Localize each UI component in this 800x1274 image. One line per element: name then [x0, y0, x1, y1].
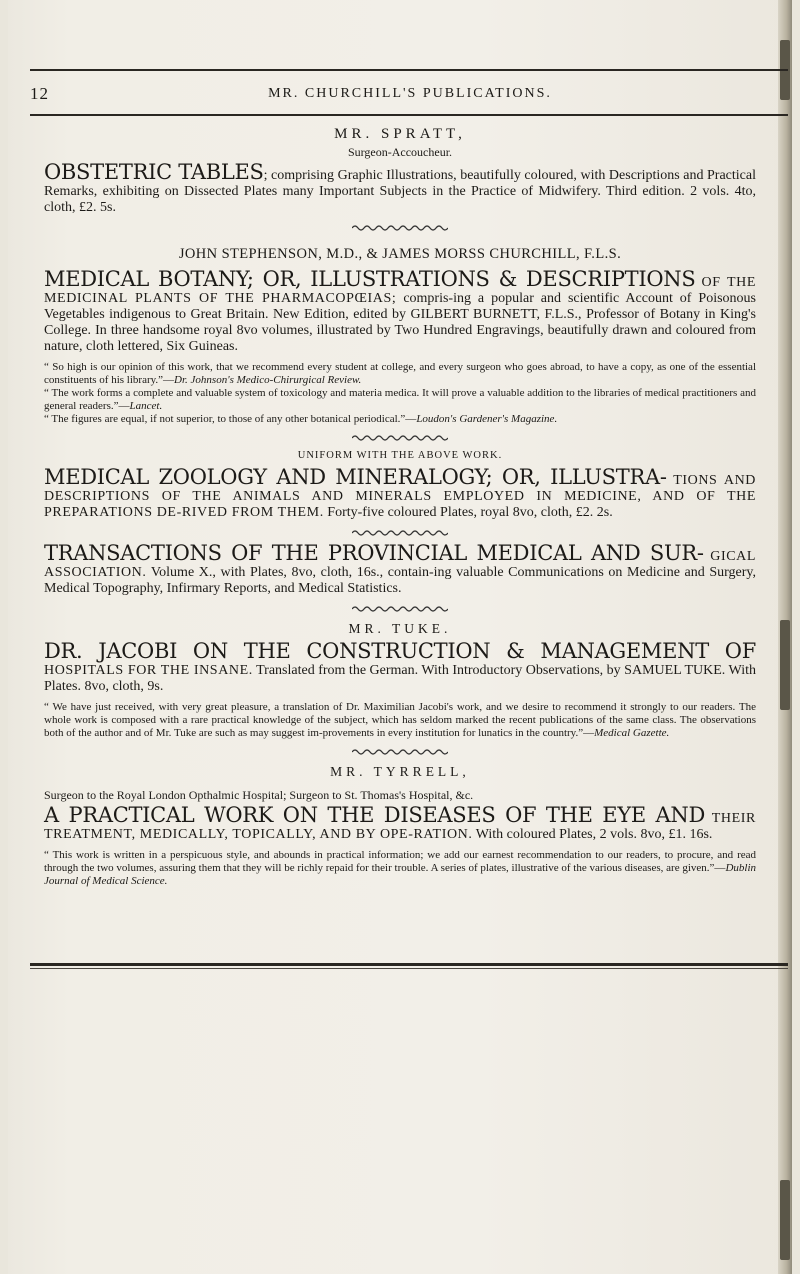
review-source: Dr. Johnson's Medico-Chirurgical Review.	[174, 374, 362, 386]
book-title: OBSTETRIC TABLES	[44, 160, 264, 184]
book-title: MEDICAL BOTANY; OR, ILLUSTRATIONS & DESCRIPTIONS	[44, 267, 696, 291]
review-quote: “ This work is written in a perspicuous style, and abounds in practical information; we add our earnest recommendation to our readers, to procure, and read through the two volumes, assuring them that they will be richly repaid for their trouble. A series of plates, illustrative of the various diseases, are given.”—Dublin Journal of Medical Science.	[44, 849, 756, 887]
book-description: Translated from the German. With Introductory Observations, by SAMUEL TUKE. With Plates. 8vo, cloth, 9s.	[44, 663, 756, 694]
bottom-rule	[30, 963, 788, 966]
running-head: MR. CHURCHILL'S PUBLICATIONS.	[268, 86, 552, 101]
bottom-rule-thin	[30, 968, 788, 969]
book-description: With coloured Plates, 2 vols. 8vo, £1. 16s.	[472, 827, 713, 842]
book-description: ; comprising Graphic Illustrations, beautifully coloured, with Descriptions and Practical Remarks, exhibiting on Dissected Plates many Important Subjects in the Practice of Midwifery. Third edition. 2 vols. 4to, cloth, £2. 5s.	[44, 168, 756, 215]
book-title: MEDICAL ZOOLOGY AND MINERALOGY; OR, ILLUSTRA-	[44, 465, 667, 489]
entry-text	[44, 267, 757, 355]
spine-shadow-mark	[780, 1180, 790, 1260]
author-name: JOHN STEPHENSON, M.D., & JAMES MORSS CHURCHILL, F.L.S.	[178, 246, 622, 262]
wavy-divider	[352, 224, 448, 232]
book-description: compris-ing a popular and scientific Account of Poisonous Vegetables indigenous to Great Britain. New Edition, edited by GILBERT BURNETT, F.L.S., Professor of Botany in King's College. In three handsome royal 8vo volumes, illustrated by Two Hundred Engravings, beautifully drawn and coloured from nature, cloth lettered, Six Guineas.	[44, 291, 756, 354]
review-quote: “ So high is our opinion of this work, that we recommend every student at college, and every surgeon who goes abroad, to have a copy, as one of the essential constituents of his library.”—Dr. Johnson's Medico-Chirurgical Review.	[44, 361, 756, 386]
author-title: Surgeon to the Royal London Opthalmic Hospital; Surgeon to St. Thomas's Hospital, &c.	[44, 788, 474, 802]
wavy-divider	[352, 529, 448, 537]
entry-medical-botany	[44, 246, 756, 426]
entry-text	[44, 639, 756, 695]
author-name: MR. TYRRELL,	[330, 764, 470, 779]
review-source: Loudon's Gardener's Magazine.	[416, 413, 558, 425]
author-name: MR. TUKE.	[348, 621, 452, 636]
review-quote: “ The figures are equal, if not superior, to those of any other botanical periodical.”—Loudon's Gardener's Magazine.	[44, 413, 558, 425]
review-source: Dublin Journal of Medical Science.	[44, 862, 756, 887]
book-description: Forty-five coloured Plates, royal 8vo, cloth, £2. 2s.	[323, 505, 613, 520]
book-subtitle: HOSPITALS FOR THE INSANE.	[44, 663, 253, 678]
entry-text	[44, 465, 756, 521]
entry-text	[44, 541, 757, 597]
review-source: Medical Gazette.	[594, 727, 670, 739]
uniform-note: UNIFORM WITH THE ABOVE WORK.	[297, 450, 503, 461]
book-subtitle: THEIR TREATMENT, MEDICALLY, TOPICALLY, AND BY OPE-RATION.	[44, 811, 756, 842]
author-name: MR. SPRATT,	[334, 126, 466, 142]
wavy-divider	[352, 748, 448, 756]
top-rule	[30, 69, 788, 71]
publications-list	[44, 126, 756, 888]
wavy-divider	[352, 605, 448, 613]
author-title: Surgeon-Accoucheur.	[347, 145, 453, 159]
book-description: Volume X., with Plates, 8vo, cloth, 16s., contain-ing valuable Communications on Medicine and Surgery, Medical Topography, Infirmary Reports, and Medical Statistics.	[44, 565, 756, 596]
spine-shadow-mark	[780, 620, 790, 710]
entry-jacobi-hospitals	[44, 621, 756, 740]
page-header	[30, 78, 790, 114]
wavy-divider	[352, 434, 448, 442]
entry-transactions	[44, 541, 757, 597]
review-quote: “ We have just received, with very great pleasure, a translation of Dr. Maximilian Jacobi's work, and we desire to recommend it strongly to our readers. The whole work is composed with a rare practical knowledge of the subject, which has seldom marked the recent publications of the same class. The observations both of the author and of Mr. Tuke are such as may suggest im-provements in every institution for lunatics in the country.”—Medical Gazette.	[44, 701, 756, 739]
entry-obstetric-tables	[44, 126, 756, 216]
book-subtitle: GICAL ASSOCIATION.	[44, 549, 757, 580]
entry-text	[44, 160, 756, 216]
entry-diseases-of-the-eye	[44, 764, 756, 888]
review-source: Lancet.	[129, 400, 163, 412]
entry-medical-zoology	[44, 450, 756, 521]
book-spine-edge	[778, 0, 792, 1274]
book-title: A PRACTICAL WORK ON THE DISEASES OF THE EYE AND	[44, 803, 706, 827]
book-subtitle: OF THE MEDICINAL PLANTS OF THE PHARMACOPŒIAS;	[44, 275, 757, 306]
book-title: DR. JACOBI ON THE CONSTRUCTION & MANAGEMENT OF	[44, 639, 756, 663]
page-number: 12	[30, 84, 49, 103]
book-title: TRANSACTIONS OF THE PROVINCIAL MEDICAL AND SUR-	[44, 541, 704, 565]
book-subtitle: TIONS AND DESCRIPTIONS OF THE ANIMALS AND MINERALS EMPLOYED IN MEDICINE, AND OF THE PREPARATIONS DE-RIVED FROM THEM.	[44, 473, 756, 520]
header-rule	[30, 114, 788, 116]
review-quote: “ The work forms a complete and valuable system of toxicology and materia medica. It will prove a valuable addition to the libraries of medical practitioners and general readers.”—Lancet.	[44, 387, 756, 412]
entry-text	[44, 803, 756, 843]
